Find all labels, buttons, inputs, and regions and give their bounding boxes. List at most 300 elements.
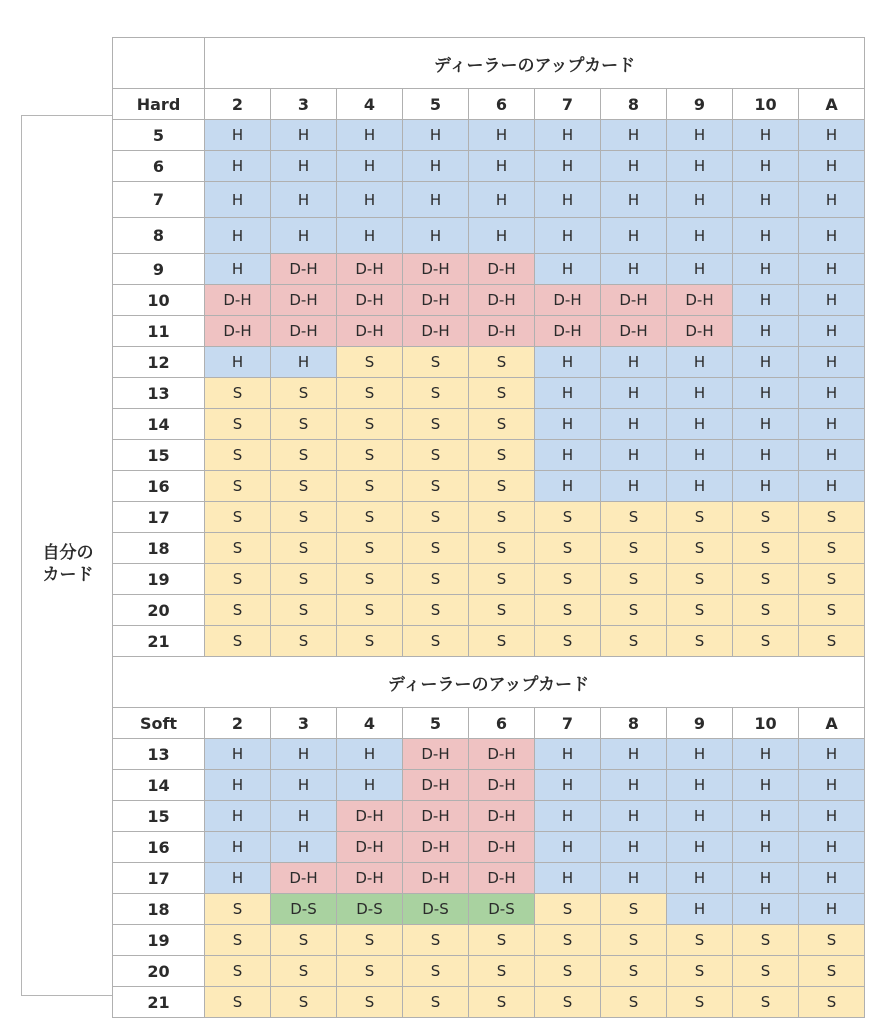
strategy-cell: S: [469, 471, 535, 502]
strategy-cell: S: [667, 987, 733, 1018]
strategy-cell: D-H: [403, 739, 469, 770]
strategy-cell: S: [403, 987, 469, 1018]
strategy-cell: D-H: [403, 801, 469, 832]
strategy-cell: D-H: [469, 863, 535, 894]
hand-total-label: 13: [113, 378, 205, 409]
strategy-cell: D-H: [667, 285, 733, 316]
strategy-cell: S: [469, 502, 535, 533]
hard-hand-row: [113, 564, 865, 595]
strategy-cell: D-H: [403, 254, 469, 285]
strategy-cell: D-H: [469, 801, 535, 832]
strategy-cell: H: [337, 151, 403, 182]
strategy-cell: S: [667, 925, 733, 956]
strategy-cell: H: [667, 770, 733, 801]
strategy-cell: H: [205, 863, 271, 894]
strategy-cell: S: [271, 502, 337, 533]
strategy-cell: S: [403, 925, 469, 956]
dealer-card-header: 5: [403, 708, 469, 739]
strategy-cell: H: [667, 894, 733, 925]
strategy-cell: D-H: [337, 801, 403, 832]
strategy-cell: S: [337, 471, 403, 502]
strategy-cell: D-S: [403, 894, 469, 925]
hard-hand-row: [113, 471, 865, 502]
strategy-cell: H: [601, 218, 667, 254]
strategy-cell: H: [271, 120, 337, 151]
strategy-cell: H: [535, 120, 601, 151]
strategy-cell: H: [271, 182, 337, 218]
hand-total-label: 20: [113, 595, 205, 626]
hand-total-label: 5: [113, 120, 205, 151]
strategy-cell: H: [535, 863, 601, 894]
strategy-cell: H: [667, 151, 733, 182]
dealer-card-header: 7: [535, 89, 601, 120]
strategy-cell: H: [733, 770, 799, 801]
strategy-cell: H: [469, 182, 535, 218]
soft-hand-row: [113, 925, 865, 956]
strategy-cell: H: [601, 378, 667, 409]
strategy-cell: H: [667, 120, 733, 151]
hand-total-label: 11: [113, 316, 205, 347]
strategy-cell: S: [733, 956, 799, 987]
strategy-cell: S: [403, 471, 469, 502]
strategy-cell: H: [271, 347, 337, 378]
strategy-cell: H: [733, 863, 799, 894]
strategy-cell: H: [535, 151, 601, 182]
hand-total-label: 15: [113, 801, 205, 832]
strategy-cell: S: [403, 440, 469, 471]
strategy-cell: S: [403, 533, 469, 564]
strategy-cell: H: [667, 801, 733, 832]
strategy-cell: H: [667, 739, 733, 770]
strategy-cell: S: [601, 925, 667, 956]
strategy-cell: S: [469, 626, 535, 657]
strategy-cell: D-H: [337, 254, 403, 285]
strategy-cell: H: [733, 254, 799, 285]
soft-hand-row: [113, 832, 865, 863]
strategy-cell: D-H: [403, 316, 469, 347]
strategy-cell: H: [733, 151, 799, 182]
strategy-cell: D-H: [403, 770, 469, 801]
strategy-cell: S: [799, 626, 865, 657]
hard-hand-row: [113, 347, 865, 378]
hand-total-label: 21: [113, 626, 205, 657]
strategy-cell: D-S: [337, 894, 403, 925]
hard-hand-row: [113, 120, 865, 151]
strategy-cell: S: [205, 409, 271, 440]
hand-total-label: 9: [113, 254, 205, 285]
strategy-cell: D-H: [271, 254, 337, 285]
dealer-card-header: 8: [601, 89, 667, 120]
hard-corner-label: Hard: [113, 89, 205, 120]
strategy-cell: H: [535, 182, 601, 218]
strategy-cell: H: [337, 120, 403, 151]
strategy-cell: D-H: [469, 316, 535, 347]
strategy-cell: S: [337, 595, 403, 626]
strategy-cell: S: [535, 956, 601, 987]
hand-total-label: 19: [113, 925, 205, 956]
strategy-cell: H: [667, 254, 733, 285]
strategy-cell: H: [205, 801, 271, 832]
strategy-cell: H: [205, 770, 271, 801]
strategy-cell: S: [469, 987, 535, 1018]
hard-dealer-upcard-title: ディーラーのアップカード: [205, 38, 865, 89]
strategy-cell: H: [601, 471, 667, 502]
strategy-cell: D-S: [271, 894, 337, 925]
strategy-cell: S: [337, 440, 403, 471]
hand-total-label: 7: [113, 182, 205, 218]
strategy-cell: S: [337, 626, 403, 657]
strategy-cell: H: [799, 254, 865, 285]
strategy-cell: H: [469, 218, 535, 254]
strategy-cell: S: [469, 440, 535, 471]
strategy-cell: H: [205, 254, 271, 285]
strategy-cell: H: [403, 218, 469, 254]
hard-hand-row: [113, 440, 865, 471]
strategy-cell: D-H: [667, 316, 733, 347]
strategy-cell: D-H: [469, 254, 535, 285]
hard-hand-row: [113, 151, 865, 182]
strategy-cell: H: [535, 218, 601, 254]
strategy-cell: H: [667, 440, 733, 471]
strategy-cell: D-H: [337, 316, 403, 347]
blackjack-strategy-table: [112, 37, 865, 1018]
strategy-cell: H: [799, 471, 865, 502]
strategy-cell: S: [799, 987, 865, 1018]
strategy-cell: S: [403, 626, 469, 657]
strategy-cell: H: [667, 378, 733, 409]
dealer-card-header: 6: [469, 708, 535, 739]
strategy-cell: S: [337, 925, 403, 956]
strategy-cell: S: [535, 502, 601, 533]
hand-total-label: 19: [113, 564, 205, 595]
strategy-cell: H: [535, 409, 601, 440]
strategy-cell: H: [601, 182, 667, 218]
hard-hand-row: [113, 218, 865, 254]
strategy-cell: S: [601, 626, 667, 657]
hard-hand-row: [113, 182, 865, 218]
strategy-cell: S: [601, 987, 667, 1018]
strategy-cell: D-H: [469, 832, 535, 863]
dealer-card-header: 6: [469, 89, 535, 120]
strategy-cell: S: [271, 626, 337, 657]
strategy-cell: S: [337, 502, 403, 533]
strategy-cell: H: [799, 801, 865, 832]
dealer-card-header: 4: [337, 708, 403, 739]
own-card-label-line-2: カード: [42, 565, 94, 585]
strategy-cell: S: [469, 595, 535, 626]
strategy-cell: H: [205, 739, 271, 770]
strategy-cell: S: [799, 564, 865, 595]
strategy-cell: H: [799, 347, 865, 378]
strategy-cell: H: [799, 182, 865, 218]
soft-corner-label: Soft: [113, 708, 205, 739]
strategy-cell: S: [535, 595, 601, 626]
strategy-cell: H: [733, 409, 799, 440]
hard-hand-row: [113, 285, 865, 316]
strategy-cell: H: [799, 285, 865, 316]
strategy-cell: H: [799, 316, 865, 347]
strategy-cell: D-H: [337, 863, 403, 894]
strategy-cell: S: [601, 595, 667, 626]
strategy-cell: H: [733, 471, 799, 502]
dealer-card-header: 9: [667, 89, 733, 120]
strategy-cell: S: [601, 956, 667, 987]
dealer-card-header: 9: [667, 708, 733, 739]
strategy-cell: S: [799, 595, 865, 626]
hand-total-label: 16: [113, 471, 205, 502]
strategy-cell: S: [271, 987, 337, 1018]
strategy-cell: S: [403, 595, 469, 626]
strategy-cell: S: [601, 502, 667, 533]
dealer-card-header: 7: [535, 708, 601, 739]
hard-header-row: [113, 89, 865, 120]
strategy-cell: S: [535, 894, 601, 925]
strategy-cell: S: [469, 378, 535, 409]
strategy-cell: H: [601, 440, 667, 471]
dealer-card-header: 2: [205, 708, 271, 739]
strategy-cell: S: [733, 564, 799, 595]
strategy-cell: S: [205, 378, 271, 409]
strategy-cell: H: [799, 832, 865, 863]
strategy-cell: H: [469, 151, 535, 182]
strategy-cell: H: [271, 770, 337, 801]
strategy-cell: S: [733, 595, 799, 626]
strategy-cell: H: [733, 347, 799, 378]
strategy-cell: D-H: [403, 863, 469, 894]
strategy-cell: H: [205, 151, 271, 182]
strategy-cell: S: [205, 987, 271, 1018]
strategy-cell: D-H: [469, 739, 535, 770]
hand-total-label: 17: [113, 502, 205, 533]
strategy-cell: H: [733, 285, 799, 316]
strategy-cell: H: [403, 151, 469, 182]
own-card-label-column: [21, 115, 113, 996]
dealer-card-header: 5: [403, 89, 469, 120]
strategy-cell: H: [733, 832, 799, 863]
strategy-cell: H: [733, 120, 799, 151]
dealer-card-header: 8: [601, 708, 667, 739]
strategy-cell: S: [403, 956, 469, 987]
strategy-cell: D-H: [601, 285, 667, 316]
strategy-cell: H: [205, 182, 271, 218]
strategy-cell: H: [271, 739, 337, 770]
strategy-cell: H: [799, 151, 865, 182]
strategy-cell: S: [205, 595, 271, 626]
strategy-cell: S: [601, 894, 667, 925]
strategy-cell: H: [271, 832, 337, 863]
strategy-cell: S: [733, 502, 799, 533]
strategy-cell: S: [271, 378, 337, 409]
strategy-cell: S: [205, 533, 271, 564]
strategy-cell: S: [469, 409, 535, 440]
strategy-cell: H: [601, 120, 667, 151]
dealer-card-header: 3: [271, 89, 337, 120]
hand-total-label: 20: [113, 956, 205, 987]
hard-hand-row: [113, 502, 865, 533]
strategy-cell: H: [601, 832, 667, 863]
hard-hand-row: [113, 409, 865, 440]
soft-header-row: [113, 708, 865, 739]
strategy-cell: H: [667, 863, 733, 894]
strategy-cell: D-H: [337, 832, 403, 863]
corner-blank-cell: [113, 38, 205, 89]
hand-total-label: 17: [113, 863, 205, 894]
strategy-cell: H: [667, 347, 733, 378]
strategy-cell: S: [733, 533, 799, 564]
strategy-cell: D-H: [271, 863, 337, 894]
hand-total-label: 18: [113, 894, 205, 925]
strategy-cell: S: [733, 626, 799, 657]
dealer-card-header: 10: [733, 89, 799, 120]
strategy-cell: H: [667, 832, 733, 863]
strategy-cell: D-H: [403, 832, 469, 863]
strategy-cell: S: [667, 595, 733, 626]
soft-hand-row: [113, 987, 865, 1018]
strategy-cell: S: [403, 502, 469, 533]
strategy-cell: S: [337, 378, 403, 409]
strategy-cell: D-H: [469, 285, 535, 316]
strategy-cell: H: [337, 770, 403, 801]
strategy-cell: S: [337, 409, 403, 440]
strategy-cell: S: [205, 956, 271, 987]
strategy-cell: S: [799, 533, 865, 564]
strategy-cell: H: [733, 182, 799, 218]
strategy-cell: D-H: [205, 285, 271, 316]
strategy-cell: H: [271, 218, 337, 254]
strategy-cell: S: [337, 347, 403, 378]
strategy-cell: H: [799, 770, 865, 801]
hard-hand-row: [113, 533, 865, 564]
strategy-cell: D-H: [601, 316, 667, 347]
strategy-cell: H: [799, 378, 865, 409]
strategy-cell: H: [799, 120, 865, 151]
strategy-cell: S: [403, 564, 469, 595]
strategy-cell: H: [601, 863, 667, 894]
hard-hand-row: [113, 378, 865, 409]
strategy-cell: H: [601, 801, 667, 832]
strategy-cell: S: [271, 564, 337, 595]
hard-title-row: [113, 38, 865, 89]
strategy-cell: S: [667, 956, 733, 987]
strategy-cell: D-H: [271, 316, 337, 347]
strategy-cell: H: [601, 409, 667, 440]
dealer-card-header: 3: [271, 708, 337, 739]
own-card-label: [22, 542, 114, 586]
strategy-cell: S: [667, 533, 733, 564]
strategy-cell: S: [799, 502, 865, 533]
strategy-cell: H: [667, 409, 733, 440]
strategy-cell: H: [601, 770, 667, 801]
strategy-cell: S: [667, 502, 733, 533]
strategy-cell: H: [337, 739, 403, 770]
strategy-cell: S: [205, 564, 271, 595]
strategy-cell: S: [667, 564, 733, 595]
strategy-cell: S: [337, 564, 403, 595]
hand-total-label: 13: [113, 739, 205, 770]
strategy-cell: S: [403, 378, 469, 409]
hard-hand-row: [113, 316, 865, 347]
strategy-cell: S: [601, 533, 667, 564]
strategy-cell: H: [733, 440, 799, 471]
strategy-cell: H: [535, 471, 601, 502]
strategy-cell: H: [205, 347, 271, 378]
strategy-cell: H: [799, 739, 865, 770]
strategy-cell: H: [205, 832, 271, 863]
strategy-cell: S: [535, 925, 601, 956]
strategy-cell: S: [337, 987, 403, 1018]
strategy-cell: S: [337, 533, 403, 564]
strategy-cell: H: [205, 218, 271, 254]
strategy-cell: H: [799, 440, 865, 471]
strategy-cell: H: [733, 894, 799, 925]
strategy-cell: H: [535, 739, 601, 770]
strategy-cell: H: [535, 347, 601, 378]
strategy-cell: S: [535, 564, 601, 595]
strategy-cell: H: [337, 182, 403, 218]
strategy-cell: S: [403, 347, 469, 378]
strategy-cell: D-H: [403, 285, 469, 316]
strategy-cell: S: [205, 894, 271, 925]
strategy-cell: H: [799, 218, 865, 254]
strategy-cell: D-S: [469, 894, 535, 925]
soft-hand-row: [113, 863, 865, 894]
strategy-cell: D-H: [271, 285, 337, 316]
strategy-cell: H: [403, 120, 469, 151]
hand-total-label: 14: [113, 409, 205, 440]
strategy-cell: H: [469, 120, 535, 151]
soft-hand-row: [113, 956, 865, 987]
strategy-cell: S: [403, 409, 469, 440]
dealer-card-header: 2: [205, 89, 271, 120]
hand-total-label: 18: [113, 533, 205, 564]
strategy-cell: D-H: [535, 316, 601, 347]
hand-total-label: 16: [113, 832, 205, 863]
hand-total-label: 10: [113, 285, 205, 316]
strategy-cell: S: [205, 925, 271, 956]
dealer-card-header: A: [799, 708, 865, 739]
strategy-cell: H: [535, 440, 601, 471]
strategy-cell: H: [271, 151, 337, 182]
strategy-cell: H: [535, 770, 601, 801]
strategy-cell: H: [799, 863, 865, 894]
strategy-cell: H: [799, 409, 865, 440]
soft-title-row: [113, 657, 865, 708]
strategy-cell: S: [469, 347, 535, 378]
strategy-cell: S: [601, 564, 667, 595]
own-card-label-line-1: 自分の: [42, 543, 94, 563]
strategy-cell: H: [535, 378, 601, 409]
strategy-cell: D-H: [337, 285, 403, 316]
hand-total-label: 8: [113, 218, 205, 254]
strategy-cell: S: [205, 440, 271, 471]
strategy-cell: S: [799, 925, 865, 956]
strategy-cell: S: [271, 409, 337, 440]
soft-hand-row: [113, 770, 865, 801]
strategy-cell: H: [667, 471, 733, 502]
strategy-cell: H: [667, 182, 733, 218]
strategy-cell: H: [733, 218, 799, 254]
strategy-cell: S: [205, 626, 271, 657]
hand-total-label: 12: [113, 347, 205, 378]
strategy-cell: H: [403, 182, 469, 218]
soft-dealer-upcard-title: ディーラーのアップカード: [113, 657, 865, 708]
strategy-cell: S: [535, 987, 601, 1018]
soft-hand-row: [113, 801, 865, 832]
strategy-cell: S: [469, 956, 535, 987]
strategy-cell: D-H: [205, 316, 271, 347]
strategy-cell: S: [535, 626, 601, 657]
strategy-cell: H: [601, 347, 667, 378]
